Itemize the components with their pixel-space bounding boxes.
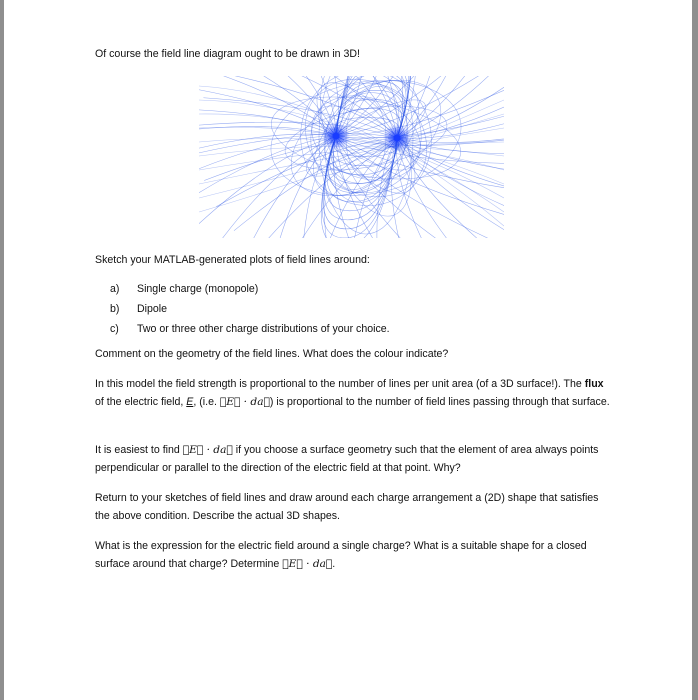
- field-line: [199, 122, 397, 138]
- list-item: b) Dipole: [110, 303, 168, 315]
- field-line: [199, 136, 336, 238]
- expression-paragraph: What is the expression for the electric field around a single charge? What is a suitable shape for a closed surface around that charge? Determine ∮E⃗ · da⃗.: [95, 540, 587, 570]
- charge-list: [95, 280, 495, 340]
- field-line: [199, 146, 504, 156]
- flux-word: flux: [584, 378, 604, 390]
- document-page: [4, 0, 692, 700]
- sketch-prompt: Sketch your MATLAB-generated plots of field lines around:: [95, 254, 370, 266]
- e-symbol: E: [186, 396, 194, 408]
- flux-paragraph: In this model the field strength is proportional to the number of lines per unit area (of a 3D surface!). The flux of the electric field, E, (i.e. ∮E⃗ · da⃗) is proportional to the number of field lines passing through that surface.: [95, 378, 610, 408]
- field-line: [236, 136, 336, 238]
- expression-integral: ∮E⃗ · da⃗: [282, 558, 333, 570]
- field-line: [397, 138, 483, 238]
- list-item: a) Single charge (monopole): [110, 283, 259, 295]
- list-item: c) Two or three other charge distributions of your choice.: [110, 323, 390, 335]
- flux-integral: ∮E⃗ · da⃗: [219, 396, 270, 408]
- left-charge-glow: [322, 122, 350, 150]
- field-line: [397, 138, 504, 229]
- easiest-integral: ∮E⃗ · da⃗: [182, 444, 233, 456]
- right-charge-glow: [383, 124, 411, 152]
- dipole-field-lines-icon: [199, 76, 504, 238]
- return-paragraph: Return to your sketches of field lines and draw around each charge arrangement a (2D) shape that satisfies the above condition. Describe the actual 3D shapes.: [95, 492, 599, 522]
- field-line-figure: [199, 76, 504, 238]
- intro-text: Of course the field line diagram ought to be drawn in 3D!: [95, 48, 360, 60]
- easiest-paragraph: It is easiest to find ∮E⃗ · da⃗ if you choose a surface geometry such that the element of area always points perpendicular or parallel to the direction of the electric field at that point. Why?: [95, 444, 599, 474]
- comment-text: Comment on the geometry of the field lines. What does the colour indicate?: [95, 348, 449, 360]
